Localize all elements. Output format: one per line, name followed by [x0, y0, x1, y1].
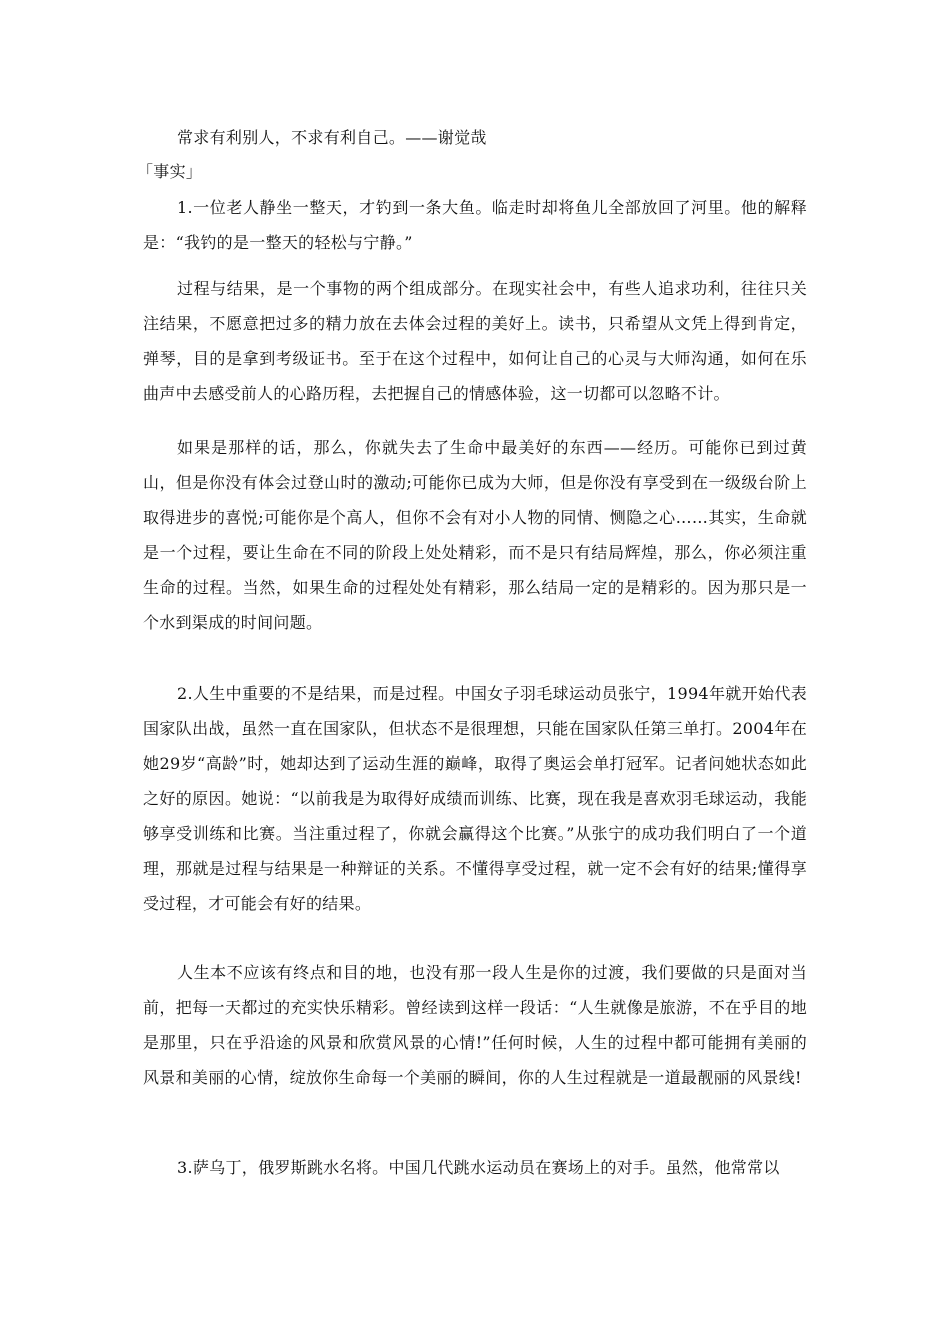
- paragraph-3: 如果是那样的话，那么，你就失去了生命中最美好的东西——经历。可能你已到过黄山，但是你没有体会过登山时的激动;可能你已成为大师，但是你没有享受到在一级级台阶上取得进步的喜悦;可能你是个高人，但你不会有对小人物的同情、恻隐之心……其实，生命就是一个过程，要让生命在不同的阶段上处处精彩，而不是只有结局辉煌，那么，你必须注重生命的过程。当然，如果生命的过程处处有精彩，那么结局一定的是精彩的。因为那只是一个水到渠成的时间问题。: [143, 438, 807, 632]
- paragraph-6: 3.萨乌丁，俄罗斯跳水名将。中国几代跳水运动员在赛场上的对手。虽然，他常常以: [177, 1158, 780, 1177]
- paragraph-2: 过程与结果，是一个事物的两个组成部分。在现实社会中，有些人追求功利，往往只关注结果，不愿意把过多的精力放在去体会过程的美好上。读书，只希望从文凭上得到肯定，弹琴，目的是拿到考级证书。至于在这个过程中，如何让自己的心灵与大师沟通，如何在乐曲声中去感受前人的心路历程，去把握自己的情感体验，这一切都可以忽略不计。: [143, 279, 807, 403]
- epigraph-quote: 常求有利别人，不求有利自己。——谢觉哉: [177, 128, 487, 147]
- section-label: 「事实」: [137, 162, 203, 181]
- paragraph-4: 2.人生中重要的不是结果，而是过程。中国女子羽毛球运动员张宁，1994年就开始代表国家队出战，虽然一直在国家队，但状态不是很理想，只能在国家队任第三单打。2004年在她29岁“高龄”时，她却达到了运动生涯的巅峰，取得了奥运会单打冠军。记者问她状态如此之好的原因。她说：“以前我是为取得好成绩而训练、比赛，现在我是喜欢羽毛球运动，我能够享受训练和比赛。当注重过程了，你就会赢得这个比赛。”从张宁的成功我们明白了一个道理，那就是过程与结果是一种辩证的关系。不懂得享受过程，就一定不会有好的结果;懂得享受过程，才可能会有好的结果。: [143, 684, 807, 913]
- paragraph-1: 1.一位老人静坐一整天，才钓到一条大鱼。临走时却将鱼儿全部放回了河里。他的解释是：“我钓的是一整天的轻松与宁静。”: [143, 198, 807, 252]
- paragraph-5: 人生本不应该有终点和目的地，也没有那一段人生是你的过渡，我们要做的只是面对当前，把每一天都过的充实快乐精彩。曾经读到这样一段话：“人生就像是旅游，不在乎目的地是那里，只在乎沿途的风景和欣赏风景的心情!”任何时候，人生的过程中都可能拥有美丽的风景和美丽的心情，绽放你生命每一个美丽的瞬间，你的人生过程就是一道最靓丽的风景线!: [143, 963, 807, 1087]
